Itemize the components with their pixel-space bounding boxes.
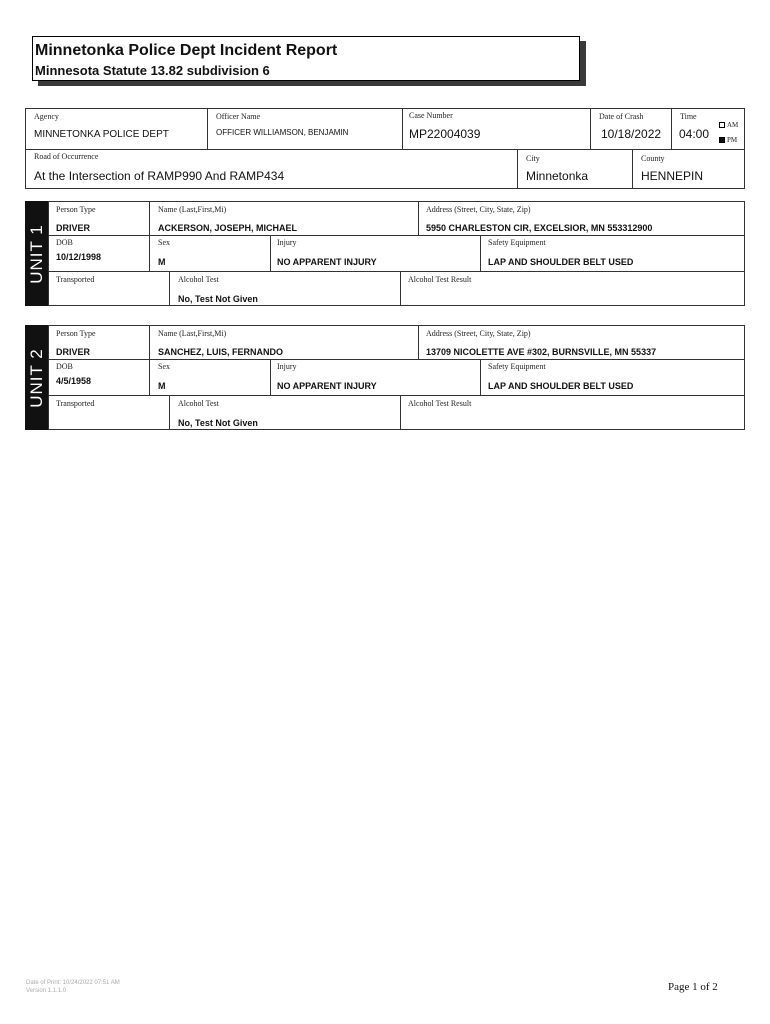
- unit-1-label: UNIT 1: [26, 223, 46, 284]
- unit-1-address-label: Address (Street, City, State, Zip): [426, 205, 531, 214]
- city-label: City: [526, 154, 540, 163]
- unit-2-transported-label: Transported: [56, 399, 95, 408]
- agency-value: MINNETONKA POLICE DEPT: [34, 129, 169, 140]
- unit-2-sex-label: Sex: [158, 362, 170, 371]
- city-value: Minnetonka: [526, 169, 589, 183]
- unit-1-bar: [25, 201, 48, 306]
- unit-1-address: 5950 CHARLESTON CIR, EXCELSIOR, MN 553312900: [426, 223, 653, 233]
- report-title: Minnetonka Police Dept Incident Report: [35, 42, 338, 59]
- unit-2-address-label: Address (Street, City, State, Zip): [426, 329, 531, 338]
- unit-2-alcohol-result-label: Alcohol Test Result: [408, 399, 472, 408]
- unit-1-sex-label: Sex: [158, 238, 170, 247]
- unit-1-injury-label: Injury: [277, 238, 297, 247]
- officer-value: OFFICER WILLIAMSON, BENJAMIN: [216, 128, 349, 137]
- pm-checkbox: [719, 137, 725, 143]
- date-value: 10/18/2022: [601, 127, 662, 141]
- unit-2-alcohol-test-label: Alcohol Test: [178, 399, 219, 408]
- unit-2-bar: [25, 325, 48, 430]
- unit-2-safety: LAP AND SHOULDER BELT USED: [488, 381, 634, 391]
- unit-2-label: UNIT 2: [26, 347, 46, 408]
- unit-1-transported-label: Transported: [56, 275, 95, 284]
- county-label: County: [641, 154, 665, 163]
- unit-1-sex: M: [158, 257, 166, 267]
- officer-label: Officer Name: [216, 112, 261, 121]
- unit-1-dob: 10/12/1998: [56, 252, 102, 262]
- unit-1-person-type: DRIVER: [56, 223, 91, 233]
- unit-1-injury: NO APPARENT INJURY: [277, 257, 377, 267]
- page-number: Page 1 of 2: [668, 981, 718, 993]
- unit-1-alcohol-test-label: Alcohol Test: [178, 275, 219, 284]
- unit-1-safety: LAP AND SHOULDER BELT USED: [488, 257, 634, 267]
- unit-2-sex: M: [158, 381, 166, 391]
- unit-2-dob-label: DOB: [56, 362, 73, 371]
- unit-2-injury: NO APPARENT INJURY: [277, 381, 377, 391]
- road-value: At the Intersection of RAMP990 And RAMP434: [34, 169, 285, 183]
- unit-2-safety-label: Safety Equipment: [488, 362, 546, 371]
- unit-2-injury-label: Injury: [277, 362, 297, 371]
- unit-1-dob-label: DOB: [56, 238, 73, 247]
- unit-2-name: SANCHEZ, LUIS, FERNANDO: [158, 347, 284, 357]
- unit-2-dob: 4/5/1958: [56, 376, 92, 386]
- unit-2-person-type-label: Person Type: [56, 329, 96, 338]
- road-label: Road of Occurrence: [34, 152, 99, 161]
- am-checkbox: [719, 122, 725, 128]
- unit-1-name: ACKERSON, JOSEPH, MICHAEL: [158, 223, 298, 233]
- unit-2-person-type: DRIVER: [56, 347, 91, 357]
- version: Version 1.1.1.0: [26, 988, 67, 994]
- unit-2-name-label: Name (Last,First,Mi): [158, 329, 227, 338]
- unit-2-address: 13709 NICOLETTE AVE #302, BURNSVILLE, MN 55337: [426, 347, 657, 357]
- am-label: AM: [727, 121, 739, 129]
- case-label: Case Number: [409, 111, 453, 120]
- county-value: HENNEPIN: [641, 169, 704, 183]
- unit-1-person-type-label: Person Type: [56, 205, 96, 214]
- unit-1-safety-label: Safety Equipment: [488, 238, 546, 247]
- unit-2-alcohol-test: No, Test Not Given: [178, 418, 258, 428]
- unit-1-alcohol-result-label: Alcohol Test Result: [408, 275, 472, 284]
- pm-label: PM: [727, 136, 738, 144]
- unit-1-alcohol-test: No, Test Not Given: [178, 294, 258, 304]
- date-label: Date of Crash: [599, 112, 644, 121]
- unit-1-name-label: Name (Last,First,Mi): [158, 205, 227, 214]
- case-value: MP22004039: [409, 127, 481, 141]
- agency-label: Agency: [34, 112, 59, 121]
- print-date: Date of Print: 10/24/2022 07:51 AM: [26, 980, 120, 986]
- report-subtitle: Minnesota Statute 13.82 subdivision 6: [35, 63, 270, 78]
- time-label: Time: [680, 112, 697, 121]
- time-value: 04:00: [679, 127, 710, 141]
